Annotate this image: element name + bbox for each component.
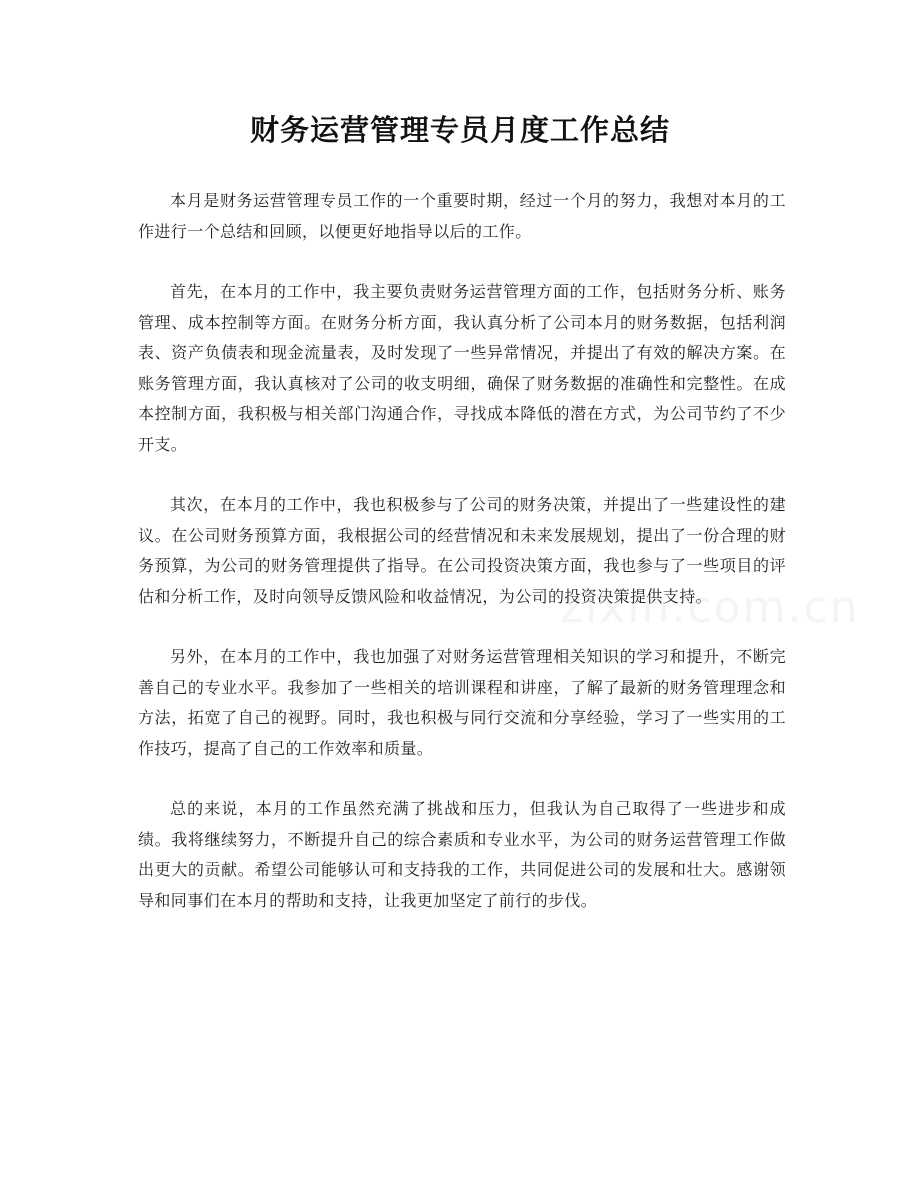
- document-title: 财务运营管理专员月度工作总结: [249, 113, 670, 147]
- watermark: zixin.com.cn: [560, 582, 860, 633]
- paragraph-intro: 本月是财务运营管理专员工作的一个重要时期，经过一个月的努力，我想对本月的工作进行一个总结和回顾，以便更好地指导以后的工作。: [138, 191, 786, 241]
- paragraph-second: 其次，在本月的工作中，我也积极参与了公司的财务决策，并提出了一些建设性的建议。在公司财务预算方面，我根据公司的经营情况和未来发展规划，提出了一份合理的财务预算，为公司的财务管理提供了指导。在公司投资决策方面，我也参与了一些项目的评估和分析工作，及时向领导反馈风险和收益情况，为公司的投资决策提供支持。: [138, 495, 786, 606]
- paragraph-conclusion: 总的来说，本月的工作虽然充满了挑战和压力，但我认为自己取得了一些进步和成绩。我将继续努力，不断提升自己的综合素质和专业水平，为公司的财务运营管理工作做出更大的贡献。希望公司能够认可和支持我的工作，共同促进公司的发展和壮大。感谢领导和同事们在本月的帮助和支持，让我更加坚定了前行的步伐。: [138, 799, 786, 910]
- paragraph-additional: 另外，在本月的工作中，我也加强了对财务运营管理相关知识的学习和提升，不断完善自己的专业水平。我参加了一些相关的培训课程和讲座，了解了最新的财务管理理念和方法，拓宽了自己的视野。同时，我也积极与同行交流和分享经验，学习了一些实用的工作技巧，提高了自己的工作效率和质量。: [138, 647, 786, 758]
- document-body: [138, 186, 786, 946]
- paragraph-first: 首先，在本月的工作中，我主要负责财务运营管理方面的工作，包括财务分析、账务管理、成本控制等方面。在财务分析方面，我认真分析了公司本月的财务数据，包括利润表、资产负债表和现金流量表，及时发现了一些异常情况，并提出了有效的解决方案。在账务管理方面，我认真核对了公司的收支明细，确保了财务数据的准确性和完整性。在成本控制方面，我积极与相关部门沟通合作，寻找成本降低的潜在方式，为公司节约了不少开支。: [138, 282, 786, 454]
